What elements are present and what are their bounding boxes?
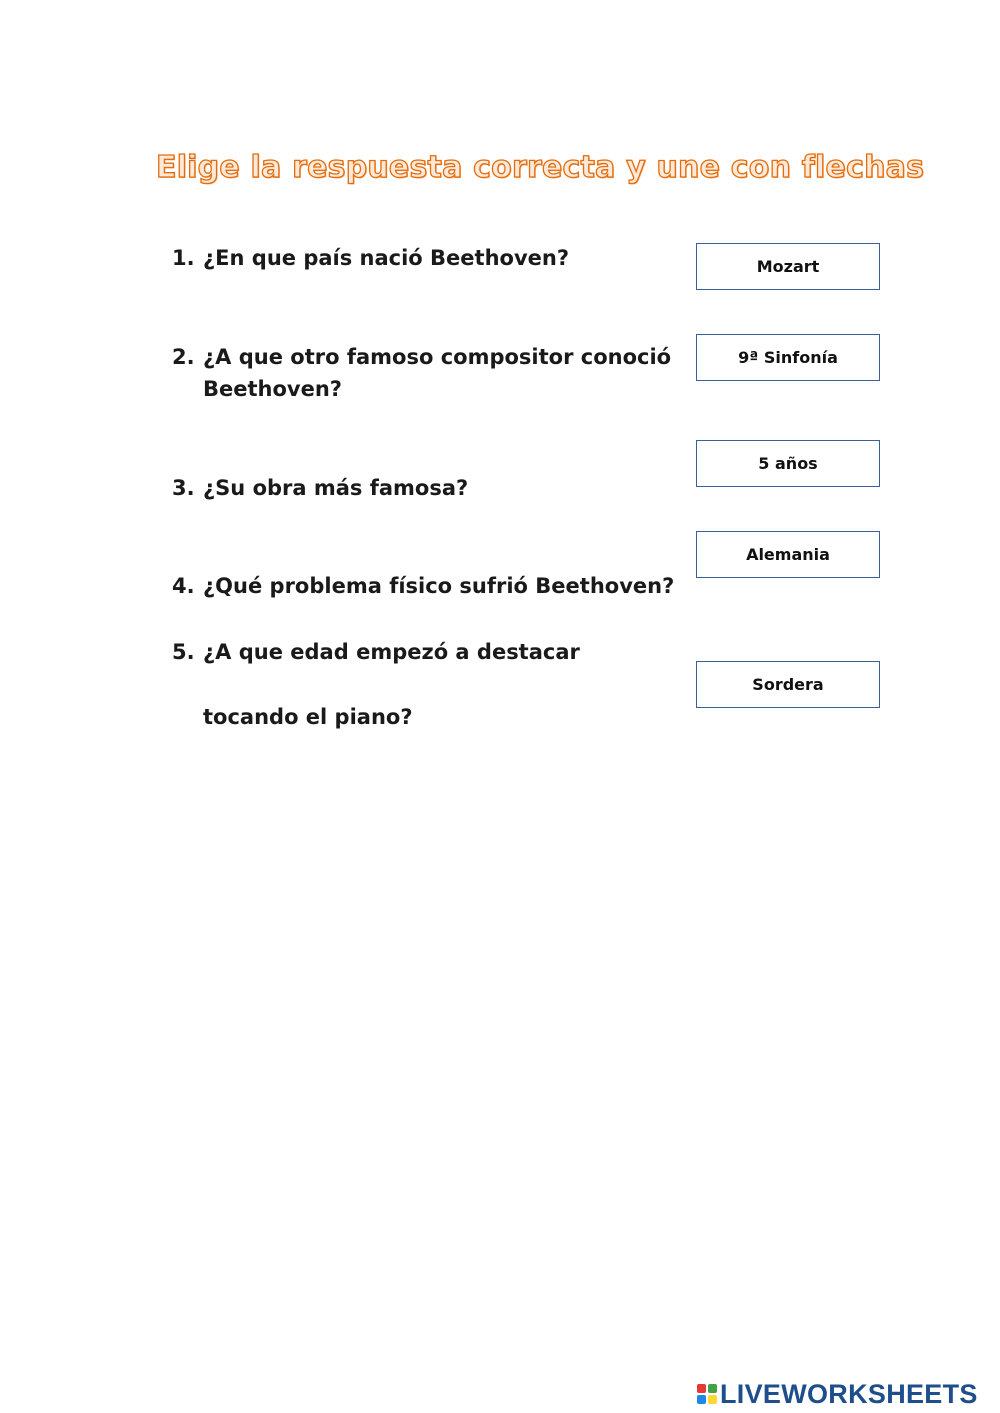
answer-box-mozart[interactable]: Mozart [696,243,880,290]
question-text: ¿A que edad empezó a destacar [203,640,580,664]
question-text-continued: tocando el piano? [203,705,413,729]
question-2 [172,341,672,405]
liveworksheets-logo-icon [697,1384,717,1404]
answer-box-sordera[interactable]: Sordera [696,661,880,708]
question-text: ¿Qué problema físico sufrió Beethoven? [203,574,675,598]
question-text: ¿En que país nació Beethoven? [203,246,570,270]
question-number: 1. [172,246,195,270]
answer-box-5-anos[interactable]: 5 años [696,440,880,487]
question-number: 2. [172,345,195,369]
question-text: ¿Su obra más famosa? [203,476,469,500]
worksheet-title: Elige la respuesta correcta y une con flechas [156,150,925,185]
logo-text: LIVEWORKSHEETS [720,1378,978,1409]
answer-box-alemania[interactable]: Alemania [696,531,880,578]
question-number: 3. [172,476,195,500]
question-4 [172,570,675,602]
logo-icon-square [697,1384,706,1393]
question-5 [172,636,672,733]
question-text-continued: Beethoven? [203,377,342,401]
question-1 [172,242,672,274]
question-number: 4. [172,574,195,598]
question-text: ¿A que otro famoso compositor conoció [203,345,672,369]
liveworksheets-logo [697,1378,978,1410]
answer-box-9-sinfonia[interactable]: 9ª Sinfonía [696,334,880,381]
logo-icon-square [697,1395,706,1404]
question-number: 5. [172,640,195,664]
question-3 [172,472,672,504]
logo-icon-square [708,1384,717,1393]
logo-icon-square [708,1395,717,1404]
